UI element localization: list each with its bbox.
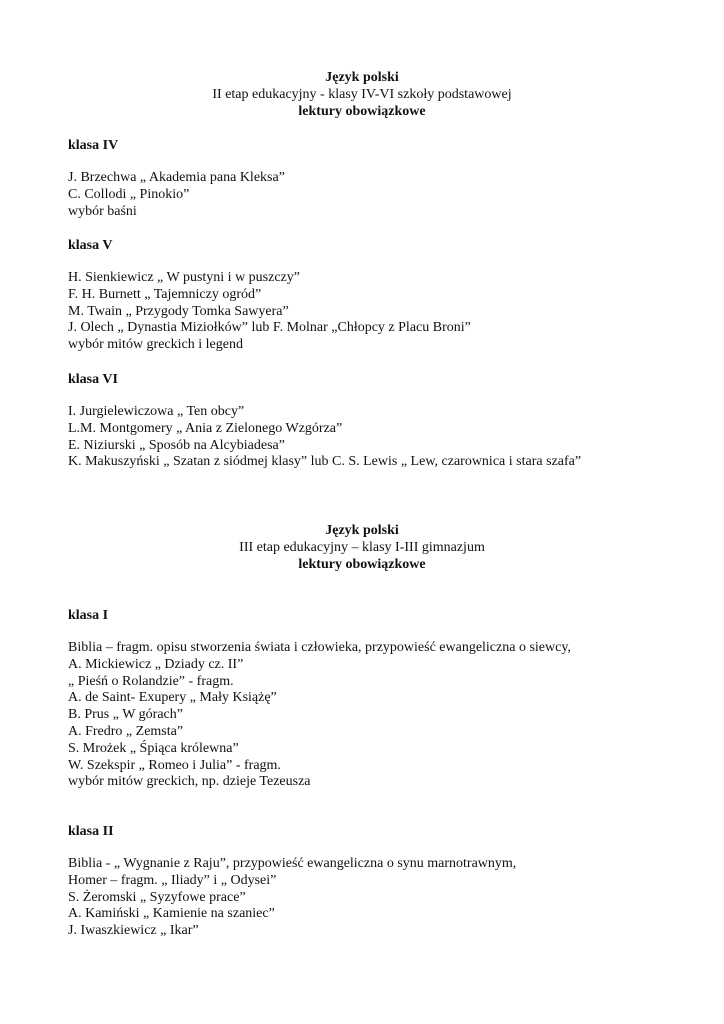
list-item: A. Mickiewicz „ Dziady cz. II”	[68, 656, 244, 672]
list-item: Homer – fragm. „ Iliady” i „ Odysei”	[68, 872, 277, 888]
reading-list-v	[68, 270, 471, 354]
list-item: J. Olech „ Dynastia Miziołków” lub F. Molnar „Chłopcy z Placu Broni”	[68, 320, 471, 336]
list-item: A. Kamiński „ Kamienie na szaniec”	[68, 906, 275, 922]
list-item: M. Twain „ Przygody Tomka Sawyera”	[68, 303, 289, 319]
list-item: J. Iwaszkiewicz „ Ikar”	[68, 923, 199, 939]
list-item: Biblia - „ Wygnanie z Raju”, przypowieść ewangeliczna o synu marnotrawnym,	[68, 856, 517, 871]
reading-list-i	[68, 640, 571, 791]
list-item: L.M. Montgomery „ Ania z Zielonego Wzgórza”	[68, 420, 343, 436]
class-heading-iv: klasa IV	[68, 138, 119, 153]
list-item: E. Niziurski „ Sposób na Alcybiadesa”	[68, 437, 285, 453]
list-item: K. Makuszyński „ Szatan z siódmej klasy” lub C. S. Lewis „ Lew, czarownica i stara szafa”	[68, 454, 582, 470]
list-item: F. H. Burnett „ Tajemniczy ogród”	[68, 286, 262, 302]
reading-list-vi	[68, 404, 581, 471]
list-item: wybór baśni	[68, 203, 137, 219]
list-item: W. Szekspir „ Romeo i Julia” - fragm.	[68, 757, 281, 773]
list-item: wybór mitów greckich i legend	[68, 337, 243, 353]
list-item: S. Mrożek „ Śpiąca królewna”	[68, 740, 239, 756]
section2-header	[0, 522, 724, 573]
section1-subtitle: II etap edukacyjny - klasy IV-VI szkoły podstawowej	[212, 87, 512, 102]
section2-title: Język polski	[325, 523, 399, 538]
section1-title: Język polski	[325, 70, 399, 85]
list-item: I. Jurgielewiczowa „ Ten obcy”	[68, 404, 245, 419]
list-item: C. Collodi „ Pinokio”	[68, 186, 190, 202]
list-item: „ Pieśń o Rolandzie” - fragm.	[68, 673, 234, 689]
section2-label: lektury obowiązkowe	[298, 557, 426, 572]
list-item: A. de Saint- Exupery „ Mały Książę”	[68, 690, 277, 706]
list-item: H. Sienkiewicz „ W pustyni i w puszczy”	[68, 270, 300, 285]
list-item: Biblia – fragm. opisu stworzenia świata i człowieka, przypowieść ewangeliczna o siewcy,	[68, 640, 571, 655]
list-item: B. Prus „ W górach”	[68, 707, 183, 723]
class-heading-i: klasa I	[68, 608, 109, 623]
list-item: J. Brzechwa „ Akademia pana Kleksa”	[68, 170, 285, 185]
list-item: S. Żeromski „ Syzyfowe prace”	[68, 889, 246, 905]
reading-list-iv	[68, 170, 285, 220]
section1-header	[0, 69, 724, 120]
class-heading-ii: klasa II	[68, 824, 114, 839]
class-heading-vi: klasa VI	[68, 372, 118, 387]
list-item: A. Fredro „ Zemsta”	[68, 723, 184, 739]
class-heading-v: klasa V	[68, 238, 113, 253]
reading-list-ii	[68, 856, 516, 940]
section1-label: lektury obowiązkowe	[298, 104, 426, 119]
section2-subtitle: III etap edukacyjny – klasy I-III gimnazjum	[239, 540, 485, 555]
list-item: wybór mitów greckich, np. dzieje Tezeusza	[68, 774, 311, 790]
